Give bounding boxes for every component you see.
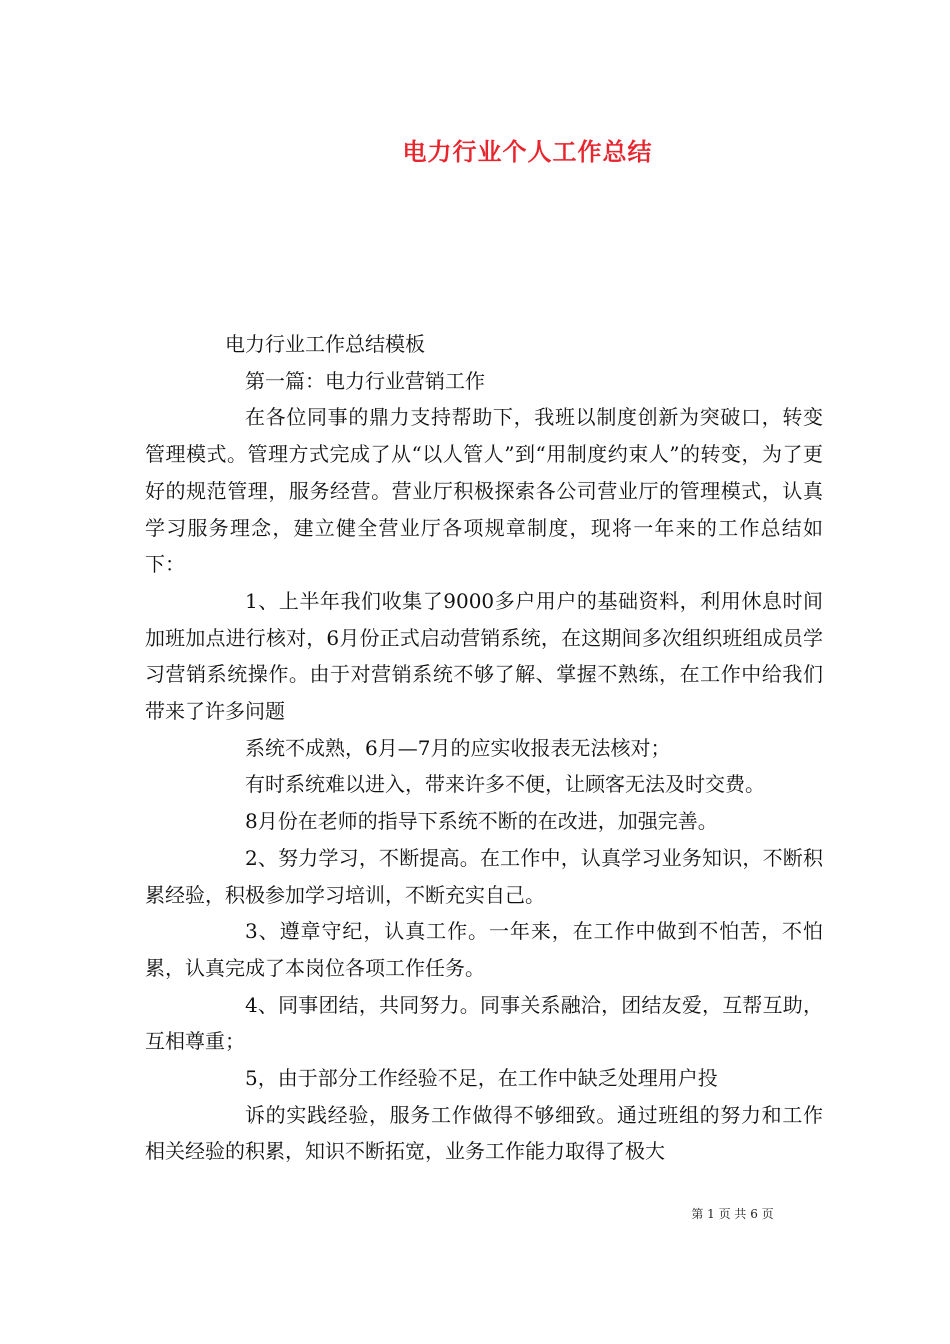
body-paragraph: 有时系统难以进入，带来许多不便，让顾客无法及时交费。 [245,772,765,797]
section-heading: 第一篇：电力行业营销工作 [245,368,485,393]
body-paragraph: 系统不成熟，6月—7月的应实收报表无法核对； [245,735,671,760]
body-paragraph: 1、上半年我们收集了9000多户用户的基础资料，利用休息时间加班加点进行核对，6月份正式启动营销系统，在这期间多次组织班组成员学习营销系统操作。由于对营销系统不够了解、掌握不熟练，在工作中给我们带来了许多问题 [145,588,823,724]
body-paragraph: 8月份在老师的指导下系统不断的在改进，加强完善。 [245,809,718,834]
body-paragraph: 5，由于部分工作经验不足，在工作中缺乏处理用户投 [245,1066,718,1091]
body-paragraph: 2、努力学习，不断提高。在工作中，认真学习业务知识，不断积累经验，积极参加学习培训，不断充实自己。 [145,845,823,907]
page-number-footer: 第 1 页 共 6 页 [691,1207,774,1221]
subtitle-paragraph: 电力行业工作总结模板 [225,332,425,356]
body-paragraph: 4、同事团结，共同努力。同事关系融洽，团结友爱，互帮互助，互相尊重； [145,992,823,1054]
document-body [145,326,823,1170]
document-title: 电力行业个人工作总结 [402,138,653,166]
body-paragraph: 诉的实践经验，服务工作做得不够细致。通过班组的努力和工作相关经验的积累，知识不断拓宽，业务工作能力取得了极大 [145,1102,823,1164]
body-paragraph: 在各位同事的鼎力支持帮助下，我班以制度创新为突破口，转变管理模式。管理方式完成了从“以人管人”到“用制度约束人”的转变，为了更好的规范管理，服务经营。营业厅积极探索各公司营业厅的管理模式，认真学习服务理念，建立健全营业厅各项规章制度，现将一年来的工作总结如下： [145,405,823,577]
body-paragraph: 3、遵章守纪，认真工作。一年来，在工作中做到不怕苦，不怕累，认真完成了本岗位各项工作任务。 [145,919,823,980]
